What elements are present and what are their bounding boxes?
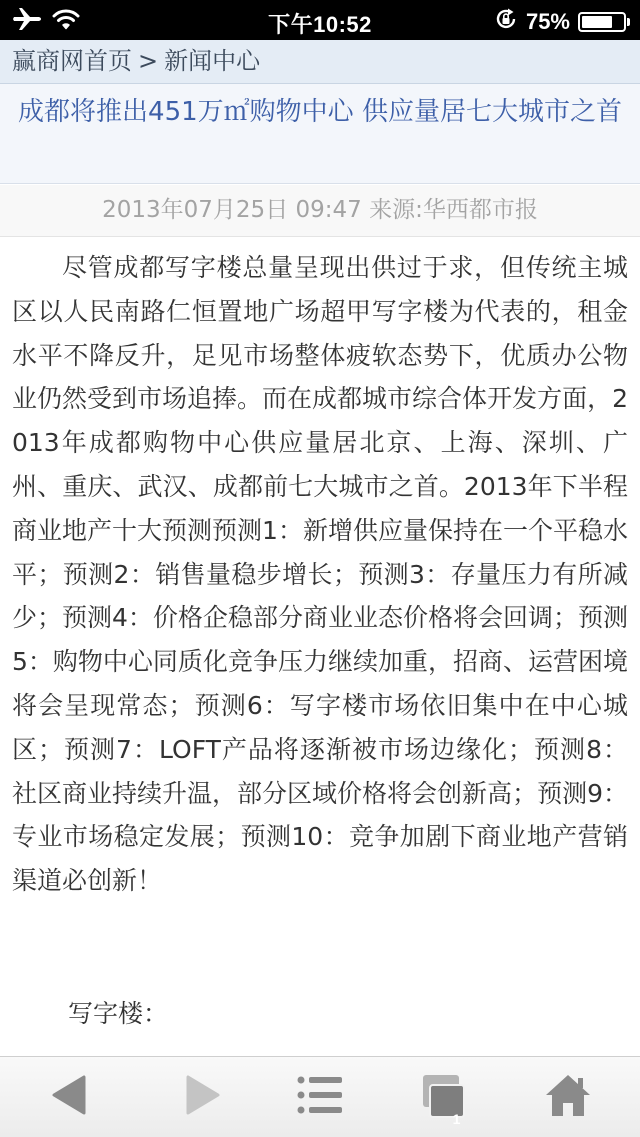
status-bar	[0, 0, 640, 40]
home-icon	[543, 1072, 593, 1122]
tab-count-badge: 1	[452, 1111, 461, 1127]
tabs-icon	[417, 1073, 467, 1127]
breadcrumb-news-center-link[interactable]: 新闻中心	[164, 47, 261, 75]
battery-icon	[578, 12, 626, 32]
article-body: 尽管成都写字楼总量呈现出供过于求，但传统主城区以人民南路仁恒置地广场超甲写字楼为代表的，租金水平不降反升，足见市场整体疲软态势下，优质办公物业仍然受到市场追捧。而在成都城市综合体开发方面，2013年成都购物中心供应量居北京、上海、深圳、广州、重庆、武汉、成都前七大城市之首。2013年下半程商业地产十大预测预测1：新增供应量保持在一个平稳水平；预测2：销售量稳步增长；预测3：存量压力有所减少；预测4：价格企稳部分商业业态价格将会回调；预测5：购物中心同质化竞争压力继续加重，招商、运营困境将会呈现常态；预测6：写字楼市场依旧集中在中心城区；预测7：LOFT产品将逐渐被市场边缘化；预测8：社区商业持续升温，部分区域价格将会创新高；预测9：专业市场稳定发展；预测10：竞争加剧下商业地产营销渠道必创新！	[12, 253, 628, 896]
article-source: 来源:华西都市报	[369, 197, 538, 223]
breadcrumb-home-link[interactable]: 赢商网首页	[12, 47, 132, 75]
browser-toolbar	[0, 1056, 640, 1137]
battery-percent: 75%	[525, 9, 570, 34]
back-button[interactable]	[30, 1057, 110, 1137]
bookmarks-list-icon	[296, 1073, 344, 1121]
article-title: 成都将推出451万㎡购物中心 供应量居七大城市之首	[0, 84, 640, 184]
article-date: 2013年07月25日 09:47	[102, 197, 362, 223]
tabs-button[interactable]	[402, 1057, 482, 1137]
bookmarks-button[interactable]	[280, 1057, 360, 1137]
status-time: 下午10:52	[268, 12, 372, 37]
forward-arrow-icon	[182, 1073, 222, 1121]
rotation-lock-icon	[494, 7, 518, 37]
article-subheading: 写字楼：	[68, 999, 169, 1028]
breadcrumb	[0, 40, 640, 84]
forward-button[interactable]	[162, 1057, 242, 1137]
battery-level	[582, 16, 612, 28]
home-button[interactable]	[528, 1057, 608, 1137]
breadcrumb-separator: >	[138, 47, 159, 75]
article-meta	[0, 185, 640, 237]
back-arrow-icon	[50, 1073, 90, 1121]
